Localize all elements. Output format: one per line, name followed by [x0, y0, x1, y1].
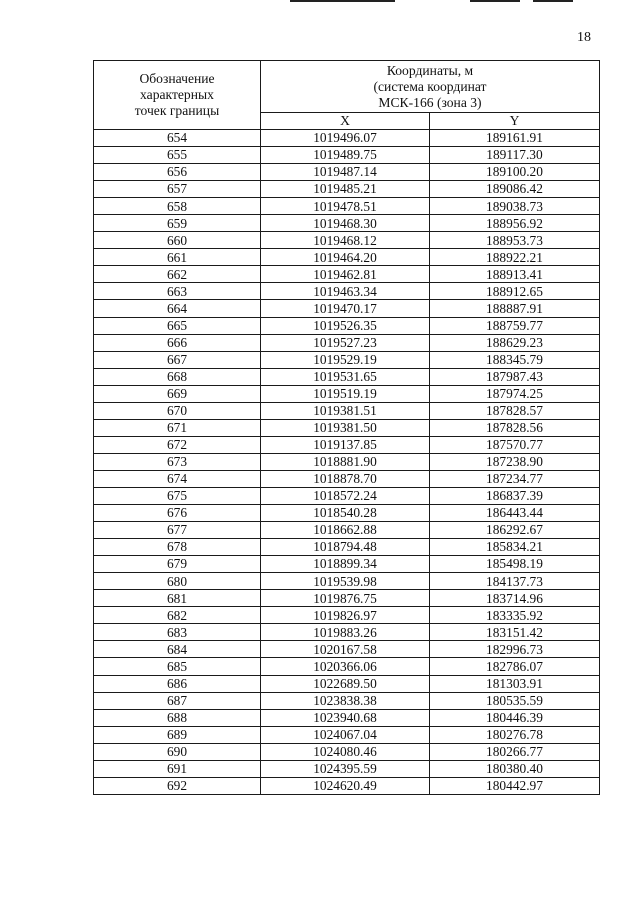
y-coordinate-cell: 188922.21 [430, 249, 600, 266]
point-id-cell: 679 [94, 556, 261, 573]
table-row [94, 726, 600, 743]
point-id-cell: 659 [94, 215, 261, 232]
y-coordinate-cell: 184137.73 [430, 573, 600, 590]
table-row [94, 351, 600, 368]
y-coordinate-cell: 180380.40 [430, 760, 600, 777]
point-id-cell: 654 [94, 130, 261, 147]
y-coordinate-cell: 188953.73 [430, 232, 600, 249]
table-row [94, 436, 600, 453]
x-coordinate-cell: 1019826.97 [261, 607, 430, 624]
y-coordinate-cell: 187238.90 [430, 453, 600, 470]
point-id-cell: 680 [94, 573, 261, 590]
table-row [94, 283, 600, 300]
point-id-cell: 655 [94, 147, 261, 164]
x-coordinate-cell: 1018662.88 [261, 522, 430, 539]
point-id-cell: 683 [94, 624, 261, 641]
y-coordinate-cell: 188629.23 [430, 334, 600, 351]
point-id-cell: 672 [94, 436, 261, 453]
table-row [94, 573, 600, 590]
y-coordinate-cell: 182996.73 [430, 641, 600, 658]
table-row [94, 215, 600, 232]
coordinates-header-line: Координаты, м [386, 62, 474, 78]
x-coordinate-cell: 1019487.14 [261, 164, 430, 181]
point-id-cell: 665 [94, 317, 261, 334]
y-coordinate-cell: 188759.77 [430, 317, 600, 334]
table-row [94, 658, 600, 675]
table-row [94, 675, 600, 692]
x-coordinate-cell: 1019137.85 [261, 436, 430, 453]
point-id-cell: 677 [94, 522, 261, 539]
y-coordinate-cell: 187828.56 [430, 419, 600, 436]
x-coordinate-cell: 1019519.19 [261, 385, 430, 402]
table-row [94, 334, 600, 351]
table-row [94, 249, 600, 266]
point-id-cell: 686 [94, 675, 261, 692]
y-coordinate-cell: 183714.96 [430, 590, 600, 607]
point-id-cell: 669 [94, 385, 261, 402]
x-coordinate-cell: 1019496.07 [261, 130, 430, 147]
table-row [94, 522, 600, 539]
point-id-cell: 690 [94, 743, 261, 760]
x-coordinate-cell: 1019381.50 [261, 419, 430, 436]
coordinates-table [93, 60, 600, 795]
point-id-cell: 658 [94, 198, 261, 215]
point-id-cell: 685 [94, 658, 261, 675]
point-label-header-line: Обозначение [139, 71, 215, 86]
table-row [94, 266, 600, 283]
x-coordinate-cell: 1024395.59 [261, 760, 430, 777]
x-coordinate-cell: 1019539.98 [261, 573, 430, 590]
y-coordinate-cell: 185834.21 [430, 539, 600, 556]
y-coordinate-cell: 186443.44 [430, 505, 600, 522]
x-coordinate-cell: 1018794.48 [261, 539, 430, 556]
table-row [94, 641, 600, 658]
y-coordinate-cell: 180446.39 [430, 709, 600, 726]
y-coordinate-cell: 187974.25 [430, 385, 600, 402]
point-id-cell: 682 [94, 607, 261, 624]
table-row [94, 181, 600, 198]
y-coordinate-cell: 182786.07 [430, 658, 600, 675]
y-coordinate-cell: 187570.77 [430, 436, 600, 453]
page-number: 18 [577, 30, 591, 45]
y-coordinate-cell: 188912.65 [430, 283, 600, 300]
table-row [94, 368, 600, 385]
table-row [94, 147, 600, 164]
x-coordinate-cell: 1019883.26 [261, 624, 430, 641]
x-coordinate-cell: 1019463.34 [261, 283, 430, 300]
y-coordinate-cell: 181303.91 [430, 675, 600, 692]
coordinates-header [261, 61, 600, 113]
point-id-cell: 660 [94, 232, 261, 249]
y-coordinate-cell: 183335.92 [430, 607, 600, 624]
table-row [94, 607, 600, 624]
y-coordinate-cell: 186837.39 [430, 487, 600, 504]
x-coordinate-cell: 1019529.19 [261, 351, 430, 368]
x-coordinate-cell: 1018878.70 [261, 470, 430, 487]
point-id-cell: 657 [94, 181, 261, 198]
point-id-cell: 668 [94, 368, 261, 385]
y-coordinate-cell: 185498.19 [430, 556, 600, 573]
point-id-cell: 670 [94, 402, 261, 419]
point-id-cell: 692 [94, 777, 261, 794]
table-header-row [94, 61, 600, 113]
table-row [94, 130, 600, 147]
table-row [94, 419, 600, 436]
x-coordinate-cell: 1019468.12 [261, 232, 430, 249]
table-row [94, 624, 600, 641]
point-label-header [94, 61, 261, 130]
y-coordinate-cell: 183151.42 [430, 624, 600, 641]
x-coordinate-cell: 1019470.17 [261, 300, 430, 317]
x-coordinate-cell: 1018899.34 [261, 556, 430, 573]
y-coordinate-cell: 188887.91 [430, 300, 600, 317]
table-row [94, 470, 600, 487]
table-row [94, 453, 600, 470]
point-id-cell: 675 [94, 487, 261, 504]
point-id-cell: 664 [94, 300, 261, 317]
x-column-header: X [261, 113, 430, 130]
table-row [94, 709, 600, 726]
y-coordinate-cell: 189086.42 [430, 181, 600, 198]
y-coordinate-cell: 180276.78 [430, 726, 600, 743]
table-row [94, 590, 600, 607]
x-coordinate-cell: 1019876.75 [261, 590, 430, 607]
x-coordinate-cell: 1019478.51 [261, 198, 430, 215]
table-row [94, 402, 600, 419]
point-id-cell: 673 [94, 453, 261, 470]
x-coordinate-cell: 1018540.28 [261, 505, 430, 522]
x-coordinate-cell: 1023940.68 [261, 709, 430, 726]
point-id-cell: 674 [94, 470, 261, 487]
x-coordinate-cell: 1023838.38 [261, 692, 430, 709]
scan-top-marks [0, 0, 640, 4]
point-id-cell: 662 [94, 266, 261, 283]
x-coordinate-cell: 1022689.50 [261, 675, 430, 692]
point-id-cell: 676 [94, 505, 261, 522]
point-id-cell: 666 [94, 334, 261, 351]
y-coordinate-cell: 187234.77 [430, 470, 600, 487]
x-coordinate-cell: 1019485.21 [261, 181, 430, 198]
x-coordinate-cell: 1019468.30 [261, 215, 430, 232]
point-id-cell: 684 [94, 641, 261, 658]
y-coordinate-cell: 186292.67 [430, 522, 600, 539]
point-id-cell: 656 [94, 164, 261, 181]
table-row [94, 300, 600, 317]
y-coordinate-cell: 180266.77 [430, 743, 600, 760]
x-coordinate-cell: 1019526.35 [261, 317, 430, 334]
x-coordinate-cell: 1024080.46 [261, 743, 430, 760]
x-coordinate-cell: 1018572.24 [261, 487, 430, 504]
table-row [94, 317, 600, 334]
point-id-cell: 687 [94, 692, 261, 709]
x-coordinate-cell: 1020167.58 [261, 641, 430, 658]
y-coordinate-cell: 188913.41 [430, 266, 600, 283]
table-row [94, 385, 600, 402]
table-row [94, 760, 600, 777]
point-id-cell: 678 [94, 539, 261, 556]
point-id-cell: 689 [94, 726, 261, 743]
y-coordinate-cell: 189038.73 [430, 198, 600, 215]
table-row [94, 487, 600, 504]
x-coordinate-cell: 1018881.90 [261, 453, 430, 470]
point-id-cell: 681 [94, 590, 261, 607]
y-coordinate-cell: 188345.79 [430, 351, 600, 368]
coordinates-header-line: МСК-166 (зона 3) [378, 94, 482, 110]
x-coordinate-cell: 1024067.04 [261, 726, 430, 743]
point-id-cell: 661 [94, 249, 261, 266]
point-id-cell: 663 [94, 283, 261, 300]
y-coordinate-cell: 187828.57 [430, 402, 600, 419]
y-coordinate-cell: 180535.59 [430, 692, 600, 709]
y-coordinate-cell: 189117.30 [430, 147, 600, 164]
y-coordinate-cell: 189100.20 [430, 164, 600, 181]
x-coordinate-cell: 1019489.75 [261, 147, 430, 164]
point-id-cell: 667 [94, 351, 261, 368]
point-id-cell: 691 [94, 760, 261, 777]
table-row [94, 539, 600, 556]
x-coordinate-cell: 1024620.49 [261, 777, 430, 794]
table-row [94, 692, 600, 709]
table-row [94, 232, 600, 249]
point-id-cell: 671 [94, 419, 261, 436]
x-coordinate-cell: 1019527.23 [261, 334, 430, 351]
x-coordinate-cell: 1019462.81 [261, 266, 430, 283]
point-id-cell: 688 [94, 709, 261, 726]
point-label-header-line: характерных [140, 87, 214, 102]
table-row [94, 743, 600, 760]
y-coordinate-cell: 188956.92 [430, 215, 600, 232]
y-coordinate-cell: 187987.43 [430, 368, 600, 385]
x-coordinate-cell: 1019381.51 [261, 402, 430, 419]
table-row [94, 505, 600, 522]
coordinates-header-line: (система координат [373, 78, 487, 94]
table-row [94, 556, 600, 573]
y-coordinate-cell: 189161.91 [430, 130, 600, 147]
x-coordinate-cell: 1019464.20 [261, 249, 430, 266]
table-row [94, 164, 600, 181]
table-row [94, 777, 600, 794]
x-coordinate-cell: 1020366.06 [261, 658, 430, 675]
point-label-header-line: точек границы [134, 103, 220, 118]
y-coordinate-cell: 180442.97 [430, 777, 600, 794]
x-coordinate-cell: 1019531.65 [261, 368, 430, 385]
table-body [94, 130, 600, 795]
y-column-header: Y [430, 113, 600, 130]
table-row [94, 198, 600, 215]
